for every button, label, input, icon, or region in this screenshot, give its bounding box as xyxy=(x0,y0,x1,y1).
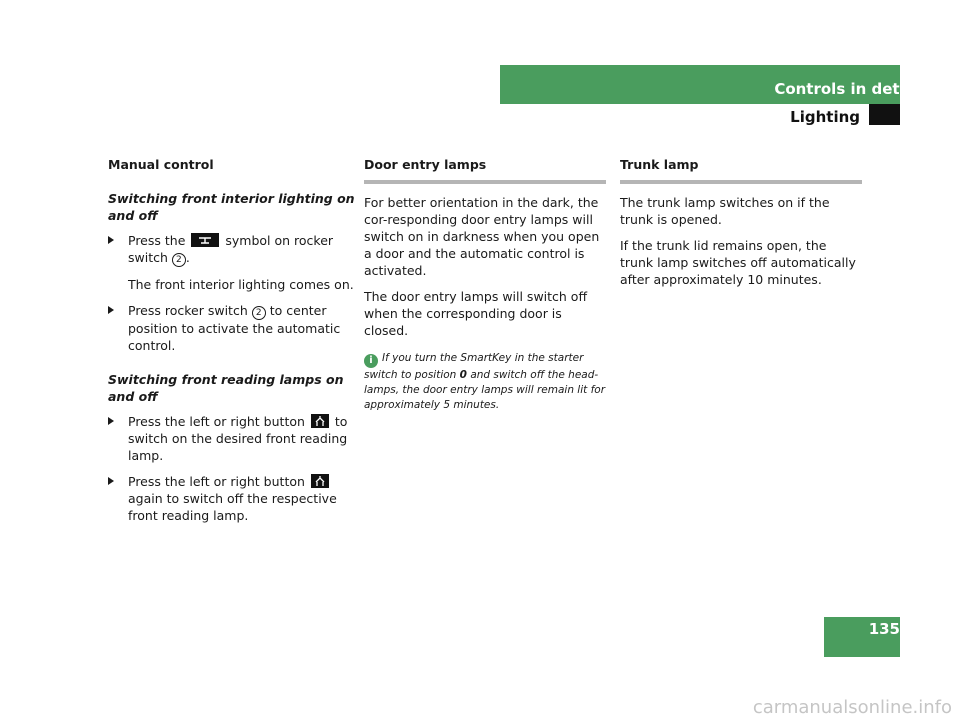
paragraph: If the trunk lid remains open, the trunk lamp switches off automatically after approximately 10 minutes. xyxy=(620,238,856,287)
step-rocker-center: Press rocker switch 2 to center position to activate the automatic control. xyxy=(108,302,356,354)
column-door-entry-lamps xyxy=(364,156,606,413)
paragraph: The door entry lamps will switch off when the corresponding door is closed. xyxy=(364,289,588,338)
section-title: Controls in detail xyxy=(774,80,920,98)
interior-light-symbol-icon xyxy=(191,233,219,247)
step-arrow-icon xyxy=(108,236,114,244)
reading-lamp-symbol-icon xyxy=(311,414,329,428)
step-arrow-icon xyxy=(108,477,114,485)
heading-trunk-lamp: Trunk lamp xyxy=(620,156,862,184)
step-arrow-icon xyxy=(108,417,114,425)
subheading-interior-lighting: Switching front interior lighting on and off xyxy=(108,191,355,223)
heading-door-entry-lamps: Door entry lamps xyxy=(364,156,606,184)
column-manual-control xyxy=(108,156,356,533)
step-reading-off: Press the left or right button again to switch off the respective front reading lamp. xyxy=(108,473,356,524)
step-reading-on: Press the left or right button to switch on the desired front reading lamp. xyxy=(108,413,356,464)
info-icon: i xyxy=(364,354,378,368)
header-tab xyxy=(869,104,900,125)
callout-number: 2 xyxy=(252,306,266,320)
subsection-title: Lighting xyxy=(790,108,860,126)
subheading-reading-lamps: Switching front reading lamps on and off xyxy=(108,372,344,404)
step-arrow-icon xyxy=(108,306,114,314)
page-number: 135 xyxy=(868,620,900,638)
paragraph: The trunk lamp switches on if the trunk is opened. xyxy=(620,195,830,227)
result-text: The front interior lighting comes on. xyxy=(128,277,354,292)
watermark: carmanualsonline.info xyxy=(752,697,952,718)
column-trunk-lamp xyxy=(620,156,862,297)
callout-number: 2 xyxy=(172,253,186,267)
paragraph: For better orientation in the dark, the cor-responding door entry lamps will switch on in darkness when you open a door and the automatic control is activated. xyxy=(364,195,600,278)
info-note: i If you turn the SmartKey in the starter switch to position 0 and switch off the head-lamps, the door entry lamps will remain lit for approximately 5 minutes. xyxy=(364,352,606,411)
reading-lamp-symbol-icon xyxy=(311,474,329,488)
step-press-symbol: Press the symbol on rocker switch 2 . xyxy=(108,232,356,267)
heading-manual-control: Manual control xyxy=(108,157,214,172)
